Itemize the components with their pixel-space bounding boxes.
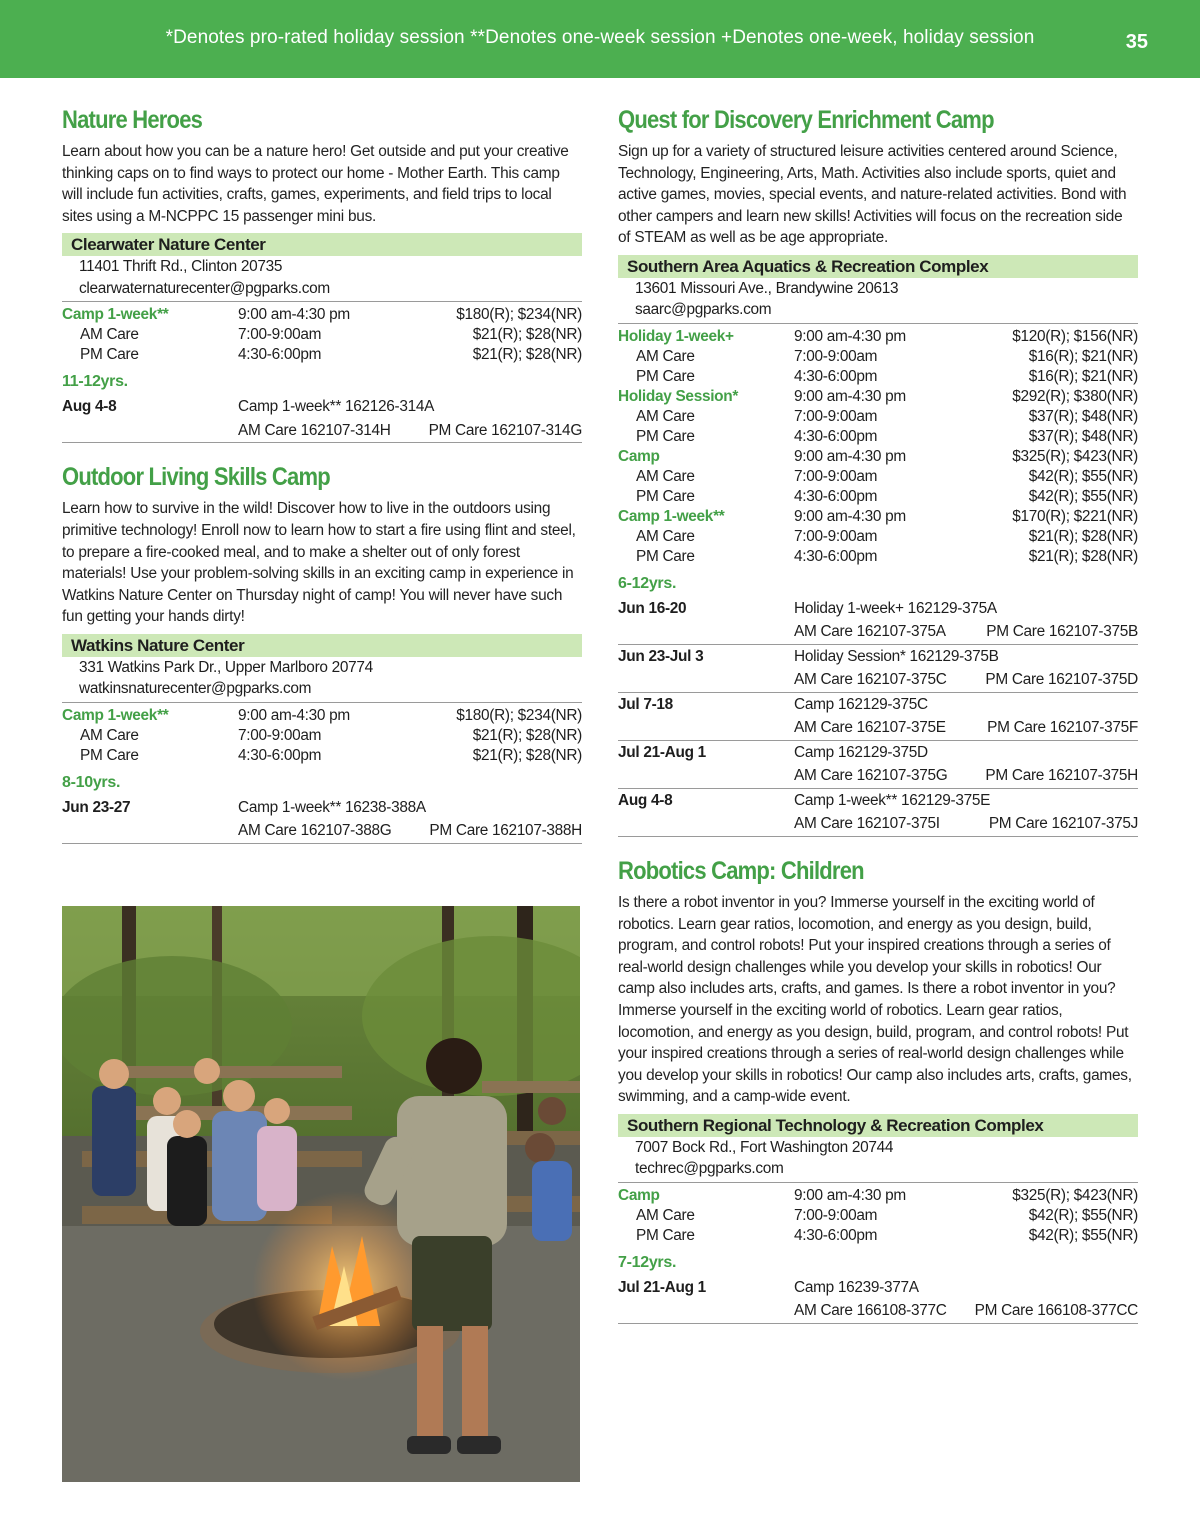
fee-price: $21(R); $28(NR) — [1028, 527, 1138, 545]
schedule-row — [618, 1276, 1138, 1300]
schedule-pm-code: PM Care 162107-375B — [986, 623, 1138, 641]
fee-time: 9:00 am-4:30 pm — [794, 327, 906, 345]
fee-price: $16(R); $21(NR) — [1028, 367, 1138, 385]
fee-time: 7:00-9:00am — [794, 347, 878, 365]
fee-label: PM Care — [636, 547, 695, 565]
schedule-row — [618, 741, 1138, 765]
section-title: Robotics Camp: Children — [618, 856, 864, 885]
fee-row — [618, 327, 1138, 347]
fee-label: PM Care — [636, 1226, 695, 1244]
fee-row — [62, 305, 582, 325]
schedule-pm-code: PM Care 162107-375F — [987, 719, 1138, 737]
age-range: 7-12yrs. — [618, 1253, 677, 1271]
fee-time: 9:00 am-4:30 pm — [794, 447, 906, 465]
fee-row — [618, 507, 1138, 527]
fee-price: $21(R); $28(NR) — [472, 726, 582, 744]
schedule-code: Camp 1-week** 162129-375E — [794, 791, 991, 809]
schedule-code: AM Care 162107-375E — [794, 719, 946, 737]
fee-time: 7:00-9:00am — [794, 407, 878, 425]
fee-time: 4:30-6:00pm — [238, 346, 322, 364]
schedule-pm-code: PM Care 162107-375J — [988, 815, 1138, 833]
fee-label: AM Care — [80, 726, 139, 744]
venue-address: 13601 Missouri Ave., Brandywine 20613 — [635, 279, 899, 297]
fee-price: $170(R); $221(NR) — [1012, 507, 1138, 525]
fee-row — [618, 447, 1138, 467]
schedule-date: Aug 4-8 — [62, 398, 117, 416]
fee-price: $21(R); $28(NR) — [472, 746, 582, 764]
fee-price: $42(R); $55(NR) — [1028, 467, 1138, 485]
schedule-row — [62, 419, 582, 444]
fee-label: PM Care — [636, 427, 695, 445]
fee-label: AM Care — [636, 467, 695, 485]
fee-label: Holiday 1-week+ — [618, 327, 734, 345]
fee-row — [62, 325, 582, 345]
age-range: 11-12yrs. — [62, 373, 128, 391]
fee-time: 7:00-9:00am — [794, 527, 878, 545]
schedule-code: AM Care 162107-314H — [238, 421, 391, 439]
schedule-row — [618, 716, 1138, 741]
fee-row — [618, 487, 1138, 507]
schedule-date: Jul 7-18 — [618, 695, 673, 713]
fee-time: 4:30-6:00pm — [794, 547, 878, 565]
schedule-code: Camp 16239-377A — [794, 1278, 919, 1296]
fee-row — [62, 706, 582, 726]
schedule-row — [62, 796, 582, 820]
fee-row — [618, 547, 1138, 567]
venue-info — [62, 634, 582, 703]
venue-address: 331 Watkins Park Dr., Upper Marlboro 20774 — [79, 658, 373, 676]
section-description: Sign up for a variety of structured leisure activities centered around Science, Technology, Engineering, Arts, Math. Activities also include sports, quiet and active games, movies, special events, and nature-related activities. Bond with other campers and learn new skills! Activities will focus on the recreation side of STEAM as well as be age appropriate. — [618, 143, 1127, 247]
fee-price: $42(R); $55(NR) — [1028, 1206, 1138, 1224]
fee-time: 7:00-9:00am — [238, 726, 322, 744]
fee-time: 4:30-6:00pm — [238, 746, 322, 764]
schedule-code: AM Care 162107-375G — [794, 767, 948, 785]
fee-row — [618, 527, 1138, 547]
fee-table — [62, 302, 582, 365]
fee-label: AM Care — [636, 1206, 695, 1224]
fee-time: 7:00-9:00am — [238, 326, 322, 344]
fee-time: 4:30-6:00pm — [794, 487, 878, 505]
campfire-photo — [62, 906, 580, 1482]
section-description: Learn how to survive in the wild! Discover how to live in the outdoors using primitive technology! Enroll now to learn how to start a fire using flint and steel, to prepare a fire-cooked meal, and to make a shelter out of only forest materials! Use your problem-solving skills in an exciting camp in experience in Watkins Nature Center on Thursday night of camp! You will never have such fun getting your hands dirty! — [62, 500, 576, 626]
fee-price: $21(R); $28(NR) — [472, 326, 582, 344]
fee-row — [62, 746, 582, 766]
schedule-date — [618, 668, 794, 692]
schedule-pm-code: PM Care 162107-375H — [985, 767, 1138, 785]
schedule-date — [618, 620, 794, 644]
venue-email[interactable]: techrec@pgparks.com — [635, 1160, 784, 1178]
section-description: Learn about how you can be a nature hero! Get outside and put your creative thinking caps on to find ways to protect our home - Mother Earth. This camp will include fun activities, crafts, games, experiments, and field trips to local sites using a M-NCPPC 15 passenger mini bus. — [62, 143, 569, 225]
schedule-table — [62, 395, 582, 443]
venue-address: 11401 Thrift Rd., Clinton 20735 — [79, 258, 283, 276]
fee-time: 7:00-9:00am — [794, 467, 878, 485]
venue-email[interactable]: saarc@pgparks.com — [635, 301, 772, 319]
schedule-code: Camp 162129-375D — [794, 743, 928, 761]
fee-label: AM Care — [636, 527, 695, 545]
venue-name: Clearwater Nature Center — [62, 233, 582, 256]
fee-price: $37(R); $48(NR) — [1028, 407, 1138, 425]
schedule-code: Holiday 1-week+ 162129-375A — [794, 599, 997, 617]
schedule-row — [618, 668, 1138, 693]
fee-label: Holiday Session* — [618, 387, 739, 405]
schedule-date — [618, 716, 794, 740]
schedule-row — [618, 764, 1138, 789]
fee-row — [618, 1226, 1138, 1246]
section-nature-heroes — [62, 106, 582, 443]
section-description: Is there a robot inventor in you? Immerse yourself in the exciting world of robotics. Learn gear ratios, locomotion, and energy as you design, build, program, and control robots! Put your inspired creations through a series of real-world design challenges while you develop your skills in robotics! Our camp also includes arts, crafts, and games. Is there a robot inventor in you? Immerse yourself in the exciting world of robotics. Learn gear ratios, locomotion, and energy as you design, build, program, and control robots! Put your inspired creations through a series of real-world design challenges while you develop your skills in robotics! Our camp also includes arts, crafts, games, swimming, and a camp-wide event. — [618, 893, 1132, 1106]
fee-time: 9:00 am-4:30 pm — [794, 387, 906, 405]
schedule-row — [618, 1299, 1138, 1324]
section-title: Outdoor Living Skills Camp — [62, 463, 330, 492]
fee-label: AM Care — [636, 407, 695, 425]
fee-row — [618, 1186, 1138, 1206]
fee-label: Camp — [618, 1186, 660, 1204]
right-column — [618, 100, 1138, 1344]
venue-email[interactable]: clearwaternaturecenter@pgparks.com — [79, 279, 330, 297]
fee-label: Camp 1-week** — [62, 306, 169, 324]
fee-price: $42(R); $55(NR) — [1028, 487, 1138, 505]
schedule-date — [62, 419, 238, 443]
venue-info — [618, 1114, 1138, 1183]
schedule-code: Holiday Session* 162129-375B — [794, 647, 999, 665]
fee-price: $325(R); $423(NR) — [1012, 447, 1138, 465]
venue-info — [62, 233, 582, 302]
fee-label: AM Care — [636, 347, 695, 365]
fee-row — [618, 367, 1138, 387]
schedule-pm-code: PM Care 162107-375D — [985, 671, 1138, 689]
fee-price: $16(R); $21(NR) — [1028, 347, 1138, 365]
fee-price: $180(R); $234(NR) — [456, 706, 582, 724]
schedule-date — [618, 1299, 794, 1323]
fee-table — [62, 703, 582, 766]
schedule-row — [618, 693, 1138, 717]
fee-row — [618, 387, 1138, 407]
fee-price: $180(R); $234(NR) — [456, 306, 582, 324]
fee-row — [618, 407, 1138, 427]
schedule-code: AM Care 162107-375A — [794, 623, 946, 641]
fee-label: Camp 1-week** — [618, 507, 725, 525]
fee-time: 9:00 am-4:30 pm — [794, 1186, 906, 1204]
schedule-code: Camp 1-week** 162126-314A — [238, 398, 435, 416]
schedule-code: Camp 162129-375C — [794, 695, 928, 713]
venue-name: Southern Regional Technology & Recreation Complex — [618, 1114, 1138, 1137]
fee-price: $21(R); $28(NR) — [1028, 547, 1138, 565]
schedule-date: Jun 23-Jul 3 — [618, 647, 704, 665]
fee-time: 4:30-6:00pm — [794, 427, 878, 445]
venue-email[interactable]: watkinsnaturecenter@pgparks.com — [79, 680, 312, 698]
fee-price: $292(R); $380(NR) — [1012, 387, 1138, 405]
fee-table — [618, 1183, 1138, 1246]
schedule-row — [618, 812, 1138, 837]
fee-row — [618, 427, 1138, 447]
schedule-row — [618, 620, 1138, 645]
schedule-table — [618, 597, 1138, 837]
fee-label: PM Care — [80, 346, 139, 364]
schedule-date: Jul 21-Aug 1 — [618, 743, 706, 761]
venue-name: Watkins Nature Center — [62, 634, 582, 657]
age-range: 6-12yrs. — [618, 574, 677, 592]
fee-label: Camp — [618, 447, 660, 465]
fee-price: $42(R); $55(NR) — [1028, 1226, 1138, 1244]
schedule-row — [618, 597, 1138, 621]
schedule-code: AM Care 166108-377C — [794, 1302, 947, 1320]
fee-label: Camp 1-week** — [62, 706, 169, 724]
fee-time: 9:00 am-4:30 pm — [794, 507, 906, 525]
fee-label: PM Care — [636, 487, 695, 505]
schedule-date: Jun 16-20 — [618, 599, 687, 617]
fee-label: PM Care — [636, 367, 695, 385]
fee-price: $120(R); $156(NR) — [1012, 327, 1138, 345]
fee-row — [618, 347, 1138, 367]
schedule-pm-code: PM Care 162107-388H — [429, 822, 582, 840]
age-range: 8-10yrs. — [62, 773, 121, 791]
fee-row — [62, 726, 582, 746]
schedule-code: AM Care 162107-375C — [794, 671, 947, 689]
left-column — [62, 100, 582, 864]
venue-address: 7007 Bock Rd., Fort Washington 20744 — [635, 1138, 894, 1156]
fee-row — [62, 345, 582, 365]
fee-time: 9:00 am-4:30 pm — [238, 706, 350, 724]
schedule-row — [62, 395, 582, 419]
venue-info — [618, 255, 1138, 324]
fee-price: $325(R); $423(NR) — [1012, 1186, 1138, 1204]
venue-name: Southern Area Aquatics & Recreation Complex — [618, 255, 1138, 278]
page-number: 35 — [1125, 31, 1148, 53]
schedule-table — [618, 1276, 1138, 1324]
schedule-date — [62, 819, 238, 843]
section-robotics — [618, 857, 1138, 1324]
schedule-table — [62, 796, 582, 844]
schedule-row — [618, 789, 1138, 813]
schedule-pm-code: PM Care 162107-314G — [428, 421, 582, 439]
schedule-date: Jul 21-Aug 1 — [618, 1278, 706, 1296]
section-title: Quest for Discovery Enrichment Camp — [618, 106, 994, 134]
schedule-row — [618, 645, 1138, 669]
schedule-date: Aug 4-8 — [618, 791, 673, 809]
session-legend: *Denotes pro-rated holiday session **Denotes one-week session +Denotes one-week, holiday session — [165, 27, 1035, 48]
fee-price: $37(R); $48(NR) — [1028, 427, 1138, 445]
fee-time: 9:00 am-4:30 pm — [238, 306, 350, 324]
schedule-code: AM Care 162107-388G — [238, 822, 392, 840]
fee-time: 4:30-6:00pm — [794, 367, 878, 385]
section-quest — [618, 106, 1138, 837]
fee-row — [618, 1206, 1138, 1226]
header-banner — [0, 0, 1200, 78]
fee-time: 7:00-9:00am — [794, 1206, 878, 1224]
fee-label: PM Care — [80, 746, 139, 764]
fee-price: $21(R); $28(NR) — [472, 346, 582, 364]
schedule-row — [62, 819, 582, 844]
schedule-code: AM Care 162107-375I — [794, 815, 940, 833]
fee-time: 4:30-6:00pm — [794, 1226, 878, 1244]
fee-row — [618, 467, 1138, 487]
schedule-date: Jun 23-27 — [62, 798, 131, 816]
schedule-pm-code: PM Care 166108-377CC — [974, 1302, 1138, 1320]
section-title: Nature Heroes — [62, 106, 203, 134]
schedule-code: Camp 1-week** 16238-388A — [238, 798, 426, 816]
schedule-date — [618, 764, 794, 788]
campfire-photo-illustration — [62, 906, 580, 1482]
fee-table — [618, 324, 1138, 567]
section-outdoor-living — [62, 463, 582, 844]
fee-label: AM Care — [80, 326, 139, 344]
schedule-date — [618, 812, 794, 836]
